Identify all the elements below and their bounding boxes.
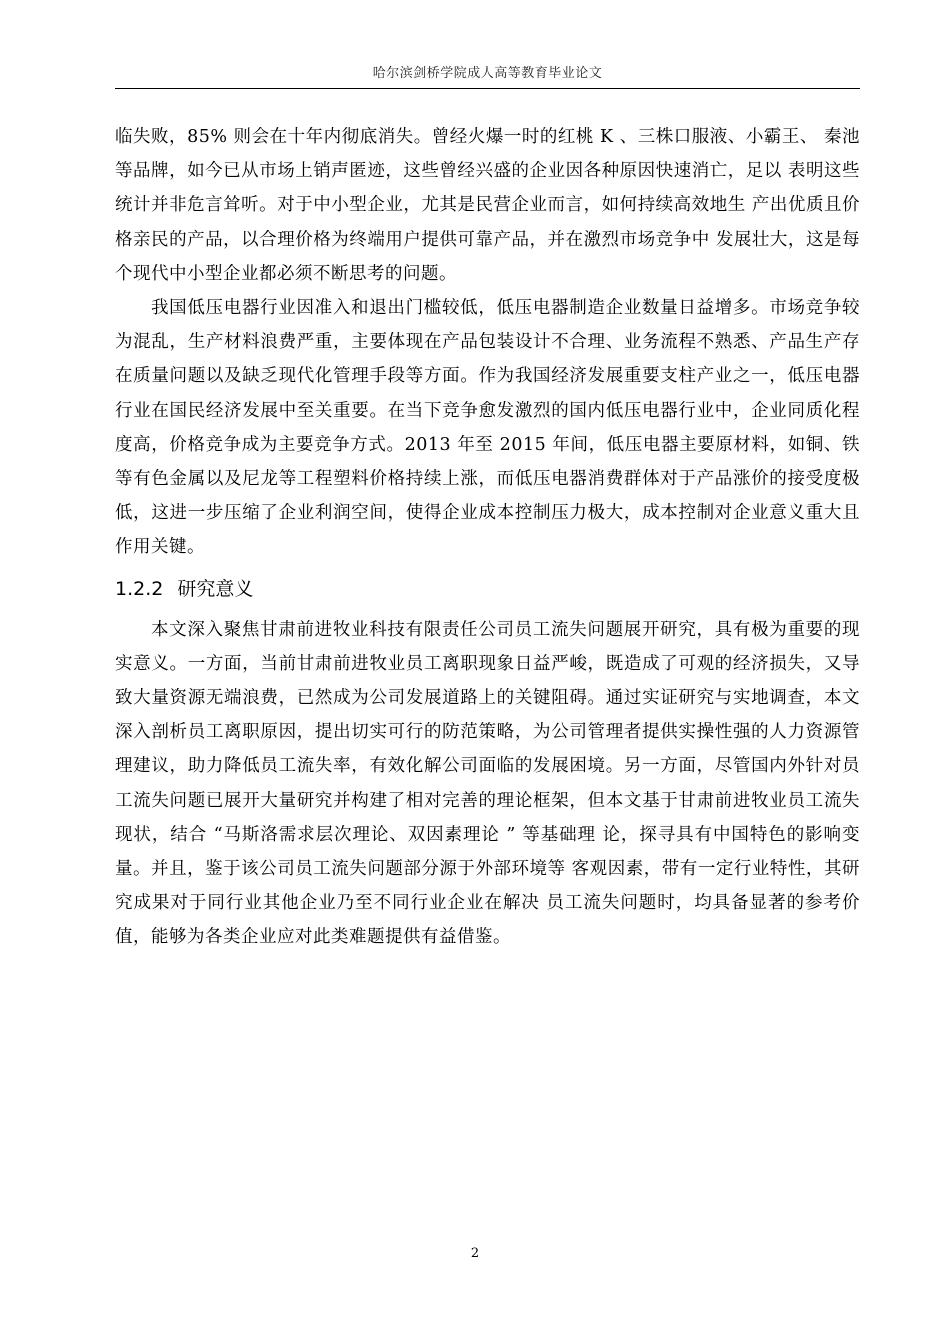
section-title: 研究意义 [177,577,254,600]
section-number: 1.2.2 [115,577,164,600]
body-text [115,120,860,955]
header-rule [115,88,860,89]
running-header: 哈尔滨剑桥学院成人高等教育毕业论文 [372,66,603,81]
page-number: 2 [470,1246,480,1261]
paragraph-significance: 本文深入聚焦甘肃前进牧业科技有限责任公司员工流失问题展开研究，具有极为重要的现实意义。一方面，当前甘肃前进牧业员工离职现象日益严峻，既造成了可观的经济损失，又导致大量资源无端浪费，已然成为公司发展道路上的关键阻碍。通过实证研究与实地调查，本文深入剖析员工离职原因，提出切实可行的防范策略，为公司管理者提供实操性强的人力资源管理建议，助力降低员工流失率，有效化解公司面临的发展困境。另一方面，尽管国内外针对员工流失问题已展开大量研究并构建了相对完善的理论框架，但本文基于甘肃前进牧业员工流失现状，结合 “马斯洛需求层次理论、双因素理论 ” 等基础理 论，探寻具有中国特色的影响变量。并且，鉴于该公司员工流失问题部分源于外部环境等 客观因素，带有一定行业特性，其研究成果对于同行业其他企业乃至不同行业企业在解决 员工流失问题时，均具备显著的参考价值，能够为各类企业应对此类难题提供有益借鉴。 [115,619,860,948]
paragraph-continuation: 临失败，85% 则会在十年内彻底消失。曾经火爆一时的红桃 K 、三株口服液、小霸王、 秦池等品牌，如今已从市场上销声匿迹，这些曾经兴盛的企业因各种原因快速消亡，足以 表明这些统计并非危言耸听。对于中小型企业，尤其是民营企业而言，如何持续高效地生 产出优质且价格亲民的产品，以合理价格为终端用户提供可靠产品，并在激烈市场竞争中 发展壮大，这是每个现代中小型企业都必须不断思考的问题。 [115,127,860,284]
section-heading [115,569,860,609]
paragraph-industry: 我国低压电器行业因准入和退出门槛较低，低压电器制造企业数量日益增多。市场竞争较为混乱，生产材料浪费严重，主要体现在产品包装设计不合理、业务流程不熟悉、产品生产存在质量问题以及缺乏现代化管理手段等方面。作为我国经济发展重要支柱产业之一，低压电器行业在国民经济发展中至关重要。在当下竞争愈发激烈的国内低压电器行业中，企业同质化程度高，价格竞争成为主要竞争方式。2013 年至 2015 年间，低压电器主要原材料，如铜、铁等有色金属以及尼龙等工程塑料价格持续上涨，而低压电器消费群体对于产品涨价的接受度极低，这进一步压缩了企业利润空间，使得企业成本控制压力极大，成本控制对企业意义重大且作用关键。 [115,298,860,558]
